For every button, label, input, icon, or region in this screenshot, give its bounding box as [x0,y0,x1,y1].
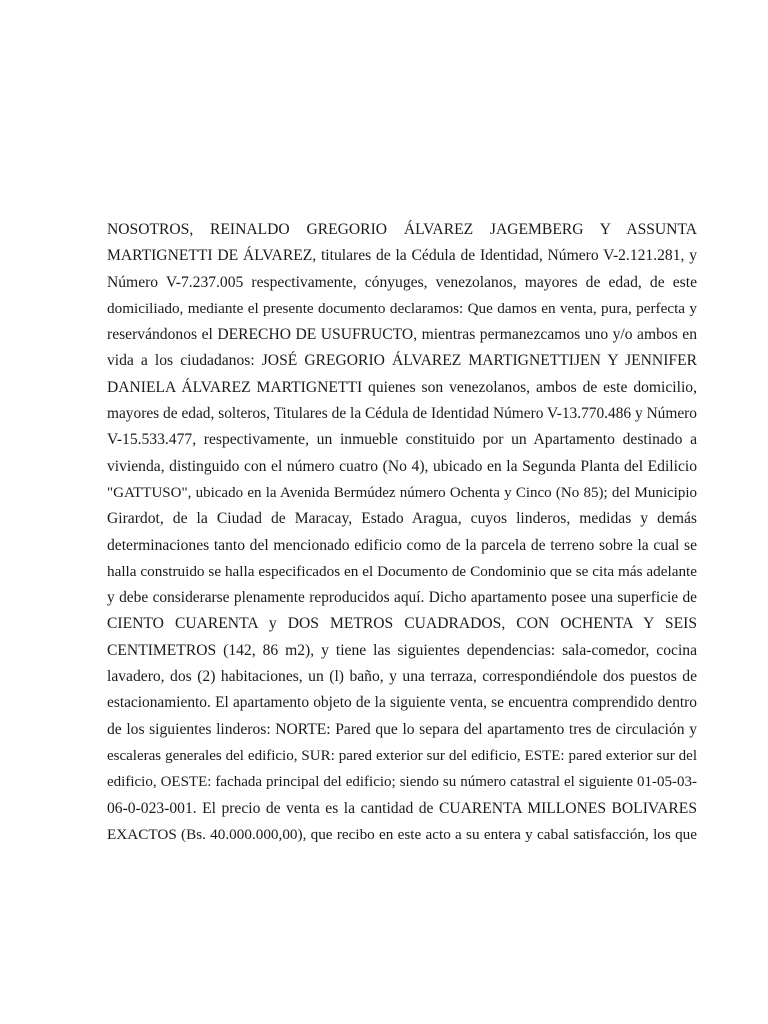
paragraph-line: NOSOTROS, REINALDO GREGORIO ÁLVAREZ JAGEMBERG Y ASSUNTA [107,221,697,238]
paragraph-line: V-15.533.477, respectivamente, un inmueble constituido por un Apartamento destinado a [107,431,697,449]
paragraph-line: vivienda, distinguido con el número cuatro (No 4), ubicado en la Segunda Planta del Edilicio [107,457,697,475]
paragraph-line: vida a los ciudadanos: JOSÉ GREGORIO ÁLVAREZ MARTIGNETTIJEN Y JENNIFER [107,352,697,370]
paragraph-line: de los siguientes linderos: NORTE: Pared que lo separa del apartamento tres de circulación y [107,720,697,738]
paragraph-line: mayores de edad, solteros, Titulares de la Cédula de Identidad Número V-13.770.486 y Número [107,405,697,423]
paragraph-line: CENTIMETROS (142, 86 m2), y tiene las siguientes dependencias: sala-comedor, cocina [107,641,697,659]
paragraph-line: EXACTOS (Bs. 40.000.000,00), que recibo en este acto a su entera y cabal satisfacción, los que [107,825,697,843]
paragraph-line: 06-0-023-001. El precio de venta es la cantidad de CUARENTA MILLONES BOLIVARES [107,799,697,817]
paragraph-line: determinaciones tanto del mencionado edificio como de la parcela de terreno sobre la cual se [107,536,697,554]
paragraph-line: lavadero, dos (2) habitaciones, un (l) baño, y una terraza, correspondiéndole dos puestos de [107,668,697,686]
paragraph-line: y debe considerarse plenamente reproducidos aquí. Dicho apartamento posee una superficie de [107,589,697,607]
paragraph-line: Número V-7.237.005 respectivamente, cónyuges, venezolanos, mayores de edad, de este [107,273,697,291]
paragraph-line: escaleras generales del edificio, SUR: pared exterior sur del edificio, ESTE: pared exterior sur del [107,747,697,764]
paragraph-line: Girardot, de la Ciudad de Maracay, Estado Aragua, cuyos linderos, medidas y demás [107,510,697,528]
paragraph-line: halla construido se halla especificados en el Documento de Condominio que se cita más adelante [107,562,697,580]
document-body-paragraph [107,217,697,848]
paragraph-line: estacionamiento. El apartamento objeto de la siguiente venta, se encuentra comprendido dentro [107,694,697,712]
paragraph-line: edificio, OESTE: fachada principal del edificio; siendo su número catastral el siguiente 01-05-03- [107,774,697,791]
paragraph-line: MARTIGNETTI DE ÁLVAREZ, titulares de la Cédula de Identidad, Número V-2.121.281, y [107,247,697,265]
paragraph-line: CIENTO CUARENTA y DOS METROS CUADRADOS, CON OCHENTA Y SEIS [107,615,697,633]
paragraph-line: "GATTUSO", ubicado en la Avenida Bermúdez número Ochenta y Cinco (No 85); del Municipio [107,484,697,501]
paragraph-line: DANIELA ÁLVAREZ MARTIGNETTI quienes son venezolanos, ambos de este domicilio, [107,378,697,396]
paragraph-line: reservándonos el DERECHO DE USUFRUCTO, mientras permanezcamos uno y/o ambos en [107,326,697,344]
paragraph-line: domiciliado, mediante el presente documento declaramos: Que damos en venta, pura, perfecta y [107,299,697,317]
